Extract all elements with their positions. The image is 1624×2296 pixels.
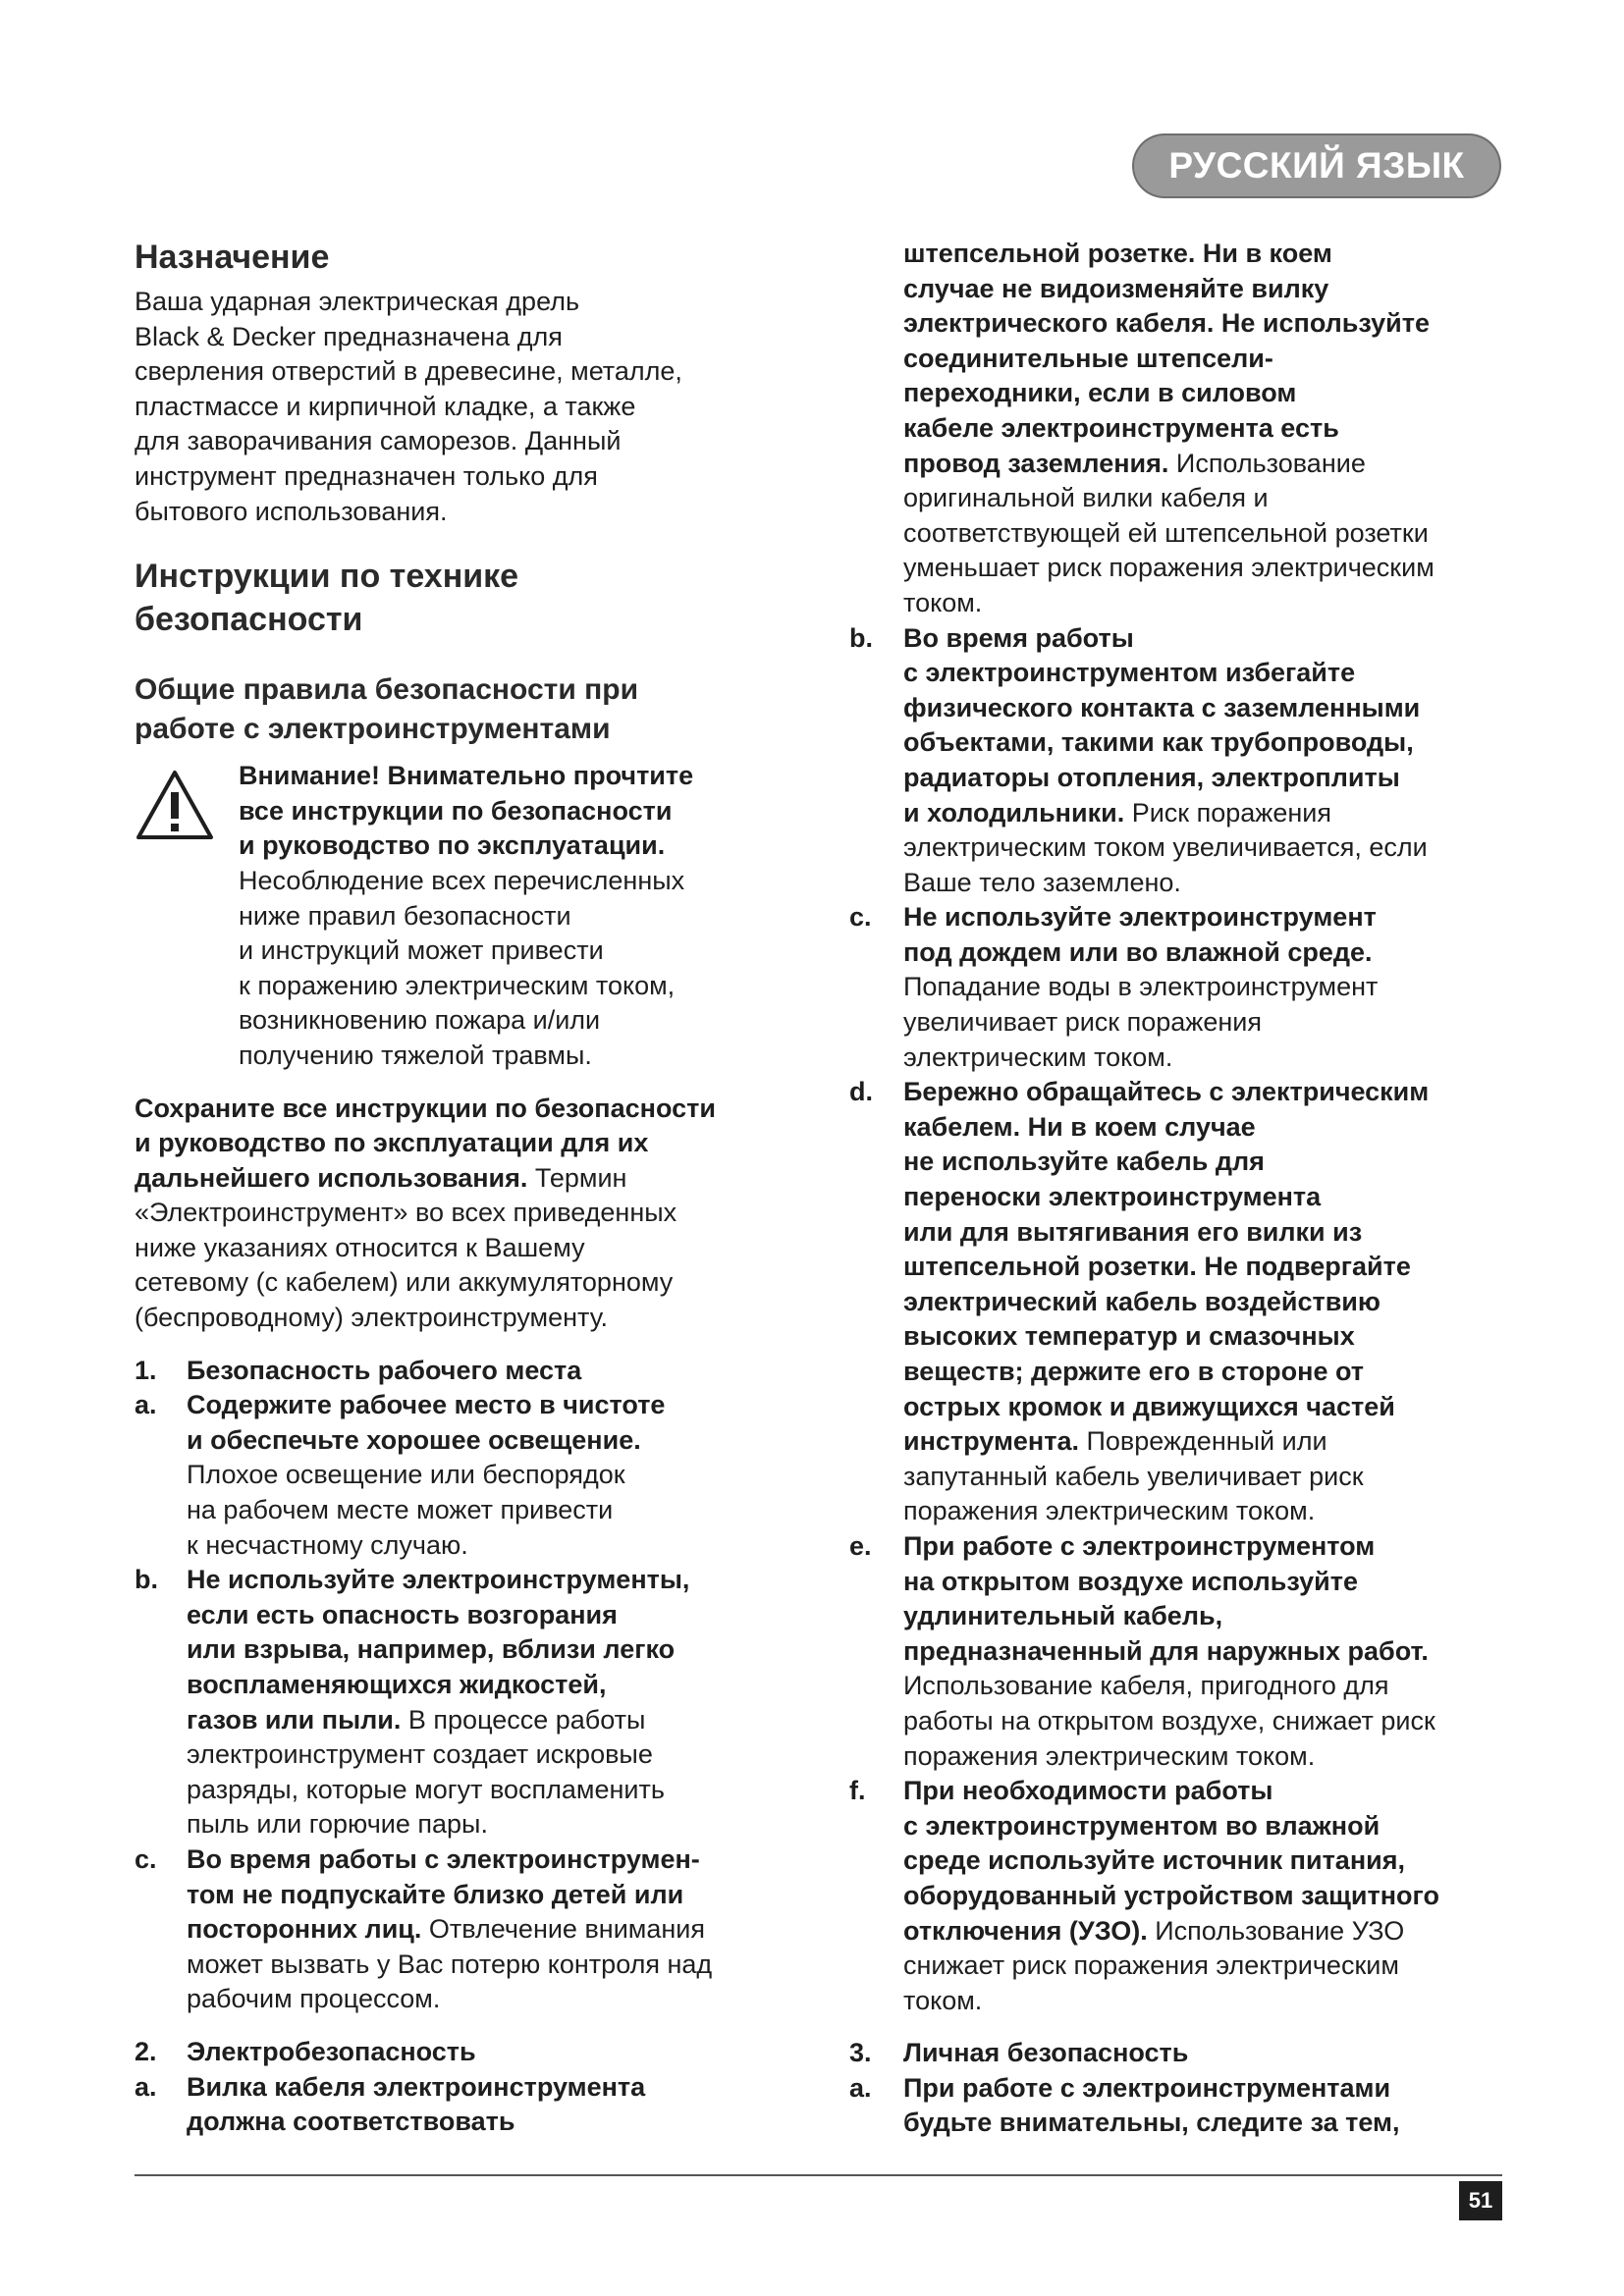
item-line: запутанный кабель увеличивает риск bbox=[903, 1461, 1364, 1491]
warning-bold-line: и руководство по эксплуатации. bbox=[239, 830, 666, 861]
warning-line: получению тяжелой травмы. bbox=[239, 1040, 592, 1070]
purpose-line: бытового использования. bbox=[135, 496, 448, 526]
item-label: a. bbox=[135, 1390, 157, 1420]
section-number: 1. bbox=[135, 1355, 157, 1385]
item-line: соответствующей ей штепсельной розетки bbox=[903, 517, 1429, 548]
keep-line: сетевому (с кабелем) или аккумуляторному bbox=[135, 1267, 674, 1298]
item-line: электрическим током увеличивается, если bbox=[903, 832, 1428, 863]
item-bold-line: оборудованный устройством защитного bbox=[903, 1880, 1439, 1910]
item-label: b. bbox=[849, 622, 873, 653]
item-bold-line: с электроинструментом избегайте bbox=[903, 658, 1356, 688]
item-line: оригинальной вилки кабеля и bbox=[903, 483, 1269, 513]
item-line: поражения электрическим током. bbox=[903, 1740, 1316, 1771]
item-tail: Поврежденный или bbox=[1078, 1426, 1327, 1457]
safety-title bbox=[135, 555, 812, 641]
item-bold-line: будьте внимательны, следите за тем, bbox=[903, 2108, 1400, 2138]
warning-line: возникновению пожара и/или bbox=[239, 1005, 601, 1036]
item-label: f. bbox=[849, 1776, 866, 1806]
keep-bold-line: и руководство по эксплуатации для их bbox=[135, 1128, 649, 1158]
safety-title-line: Инструкции по технике bbox=[135, 558, 519, 596]
keep-line: «Электроинструмент» во всех приведенных bbox=[135, 1198, 677, 1228]
item-bold-line: воспламеняющихся жидкостей, bbox=[187, 1670, 607, 1699]
list-item bbox=[135, 1563, 812, 1842]
item-line: снижает риск поражения электрическим bbox=[903, 1950, 1399, 1981]
section-title: Личная безопасность bbox=[903, 2038, 1189, 2068]
item-line: к несчастному случаю. bbox=[187, 1529, 468, 1560]
item-line: Попадание воды в электроинструмент bbox=[903, 972, 1379, 1002]
item-label: d. bbox=[849, 1077, 873, 1107]
item-bold-line: высоких температур и смазочных bbox=[903, 1321, 1355, 1352]
item-bold-line: кабеле электроинструмента есть bbox=[903, 412, 1339, 443]
item-tail: Риск поражения bbox=[1124, 797, 1331, 828]
item-label: c. bbox=[849, 902, 872, 933]
item-line: электроинструмент создает искровые bbox=[187, 1739, 653, 1770]
section-title: Безопасность рабочего места bbox=[187, 1355, 582, 1385]
item-label: a. bbox=[849, 2072, 872, 2103]
warning-triangle-icon bbox=[135, 759, 239, 1073]
list-item bbox=[135, 1842, 812, 2017]
item-bold-line: должна соответствовать bbox=[187, 2107, 515, 2137]
item-bold-line: Не используйте электроинструмент bbox=[903, 902, 1377, 933]
section-number: 3. bbox=[849, 2038, 872, 2068]
item-bold-line: радиаторы отопления, электроплиты bbox=[903, 762, 1400, 792]
safety-title-line: безопасности bbox=[135, 601, 363, 639]
warning-line: и инструкций может привести bbox=[239, 935, 604, 966]
purpose-line: пластмассе и кирпичной кладке, а также bbox=[135, 391, 636, 421]
section-number: 2. bbox=[135, 2036, 157, 2066]
item-bold-line: Не используйте электроинструменты, bbox=[187, 1565, 690, 1595]
item-bold-line: удлинительный кабель, bbox=[903, 1601, 1223, 1631]
item-label: c. bbox=[135, 1843, 157, 1874]
general-title-line: Общие правила безопасности при bbox=[135, 673, 639, 707]
list-item bbox=[849, 1075, 1519, 1529]
warning-bold-line: Внимание! Внимательно прочтите bbox=[239, 761, 694, 791]
item-bold-line: физического контакта с заземленными bbox=[903, 692, 1421, 722]
purpose-line: инструмент предназначен только для bbox=[135, 460, 598, 491]
general-title-line: работе с электроинструментами bbox=[135, 713, 611, 746]
section-2-heading bbox=[135, 2035, 812, 2070]
item-bold-line: веществ; держите его в стороне от bbox=[903, 1357, 1365, 1386]
general-rules-title bbox=[135, 670, 812, 749]
item-bold-line: При работе с электроинструментом bbox=[903, 1530, 1376, 1561]
list-item-continued bbox=[849, 237, 1519, 621]
item-bold-line: штепсельной розетке. Ни в коем bbox=[903, 239, 1332, 268]
item-bold-line: том не подпускайте близко детей или bbox=[187, 1879, 684, 1909]
item-bold-tail: посторонних лиц. bbox=[187, 1914, 422, 1945]
warning-bold-line: все инструкции по безопасности bbox=[239, 795, 673, 826]
list-item bbox=[135, 1388, 812, 1563]
section-3-heading bbox=[849, 2036, 1519, 2071]
item-bold-line: предназначенный для наружных работ. bbox=[903, 1635, 1429, 1666]
item-bold-tail: отключения (УЗО). bbox=[903, 1915, 1148, 1946]
section-title: Электробезопасность bbox=[187, 2036, 476, 2066]
item-bold-line: и обеспечьте хорошее освещение. bbox=[187, 1424, 641, 1455]
item-bold-line: штепсельной розетки. Не подвергайте bbox=[903, 1252, 1411, 1282]
item-line: электрическим током. bbox=[903, 1041, 1173, 1072]
keep-line: ниже указаниях относится к Вашему bbox=[135, 1232, 585, 1262]
item-bold-line: под дождем или во влажной среде. bbox=[903, 936, 1373, 967]
item-bold-line: острых кромок и движущихся частей bbox=[903, 1391, 1395, 1421]
left-column bbox=[135, 236, 812, 2140]
purpose-line: сверления отверстий в древесине, металле, bbox=[135, 356, 682, 387]
item-bold-line: с электроинструментом во влажной bbox=[903, 1810, 1380, 1841]
item-line: током. bbox=[903, 587, 983, 617]
item-bold-line: случае не видоизменяйте вилку bbox=[903, 273, 1329, 303]
item-label: e. bbox=[849, 1530, 872, 1561]
item-bold-line: соединительные штепсели- bbox=[903, 343, 1273, 373]
list-item bbox=[135, 2070, 812, 2140]
item-bold-tail: провод заземления. bbox=[903, 448, 1169, 478]
item-bold-tail: и холодильники. bbox=[903, 797, 1125, 828]
item-bold-line: или для вытягивания его вилки из bbox=[903, 1216, 1363, 1247]
item-bold-line: не используйте кабель для bbox=[903, 1147, 1265, 1177]
item-bold-line: переноски электроинструмента bbox=[903, 1182, 1322, 1212]
warning-line: к поражению электрическим током, bbox=[239, 970, 676, 1000]
item-line: поражения электрическим током. bbox=[903, 1496, 1316, 1526]
keep-instructions-paragraph bbox=[135, 1092, 812, 1336]
item-bold-line: При работе с электроинструментами bbox=[903, 2072, 1391, 2103]
keep-bold-line: Сохраните все инструкции по безопасности bbox=[135, 1093, 716, 1123]
right-column bbox=[849, 237, 1519, 2141]
item-bold-line: среде используйте источник питания, bbox=[903, 1845, 1405, 1876]
item-line: уменьшает риск поражения электрическим bbox=[903, 553, 1435, 583]
item-line: Плохое освещение или беспорядок bbox=[187, 1460, 625, 1490]
item-tail: Использование bbox=[1168, 448, 1366, 478]
item-line: Ваше тело заземлено. bbox=[903, 867, 1181, 897]
list-item bbox=[849, 621, 1519, 901]
item-bold-line: или взрыва, например, вблизи легко bbox=[187, 1634, 676, 1665]
item-label: b. bbox=[135, 1565, 158, 1595]
language-badge: РУССКИЙ ЯЗЫК bbox=[1134, 135, 1499, 196]
warning-block bbox=[135, 759, 812, 1073]
page-number: 51 bbox=[1459, 2181, 1502, 2220]
item-line: пыль или горючие пары. bbox=[187, 1809, 488, 1840]
item-line: разряды, которые могут воспламенить bbox=[187, 1774, 665, 1804]
item-bold-line: электрического кабеля. Не используйте bbox=[903, 308, 1431, 339]
item-line: током. bbox=[903, 1985, 983, 2015]
item-line: увеличивает риск поражения bbox=[903, 1007, 1262, 1038]
footer-divider bbox=[135, 2174, 1502, 2176]
list-item bbox=[849, 1774, 1519, 2018]
item-tail: Отвлечение внимания bbox=[421, 1914, 705, 1945]
keep-bold-tail: дальнейшего использования. bbox=[135, 1162, 528, 1193]
keep-line: (беспроводному) электроинструменту. bbox=[135, 1303, 609, 1333]
item-line: рабочим процессом. bbox=[187, 1984, 441, 2014]
item-bold-line: кабелем. Ни в коем случае bbox=[903, 1111, 1256, 1142]
item-bold-line: Вилка кабеля электроинструмента bbox=[187, 2071, 646, 2102]
item-bold-line: на открытом воздухе используйте bbox=[903, 1566, 1358, 1596]
purpose-paragraph bbox=[135, 285, 812, 529]
warning-line: ниже правил безопасности bbox=[239, 900, 571, 931]
item-bold-line: Во время работы с электроинструмен- bbox=[187, 1843, 700, 1874]
list-item bbox=[849, 2071, 1519, 2141]
item-line: Использование кабеля, пригодного для bbox=[903, 1671, 1389, 1701]
item-bold-line: объектами, такими как трубопроводы, bbox=[903, 727, 1414, 758]
item-bold-line: электрический кабель воздействию bbox=[903, 1286, 1380, 1316]
item-bold-tail: газов или пыли. bbox=[187, 1704, 402, 1735]
item-tail: Использование УЗО bbox=[1147, 1915, 1405, 1946]
item-bold-line: если есть опасность возгорания bbox=[187, 1599, 618, 1629]
item-line: может вызвать у Вас потерю контроля над bbox=[187, 1949, 713, 1979]
keep-tail: Термин bbox=[527, 1162, 627, 1193]
item-bold-tail: инструмента. bbox=[903, 1426, 1079, 1457]
list-item bbox=[849, 1529, 1519, 1774]
item-line: работы на открытом воздухе, снижает риск bbox=[903, 1705, 1435, 1735]
list-item bbox=[849, 900, 1519, 1075]
purpose-line: Ваша ударная электрическая дрель bbox=[135, 287, 580, 316]
warning-line: Несоблюдение всех перечисленных bbox=[239, 865, 685, 895]
item-bold-line: переходники, если в силовом bbox=[903, 378, 1297, 408]
item-line: на рабочем месте может привести bbox=[187, 1495, 614, 1525]
item-bold-line: Во время работы bbox=[903, 622, 1134, 653]
item-label: a. bbox=[135, 2071, 157, 2102]
item-bold-line: Содержите рабочее место в чистоте bbox=[187, 1390, 666, 1420]
purpose-line: Black & Decker предназначена для bbox=[135, 321, 563, 351]
item-bold-line: При необходимости работы bbox=[903, 1776, 1273, 1806]
section-1-heading bbox=[135, 1354, 812, 1389]
purpose-line: для заворачивания саморезов. Данный bbox=[135, 426, 622, 456]
item-tail: В процессе работы bbox=[401, 1704, 646, 1735]
purpose-title: Назначение bbox=[135, 239, 330, 276]
item-bold-line: Бережно обращайтесь с электрическим bbox=[903, 1077, 1430, 1107]
